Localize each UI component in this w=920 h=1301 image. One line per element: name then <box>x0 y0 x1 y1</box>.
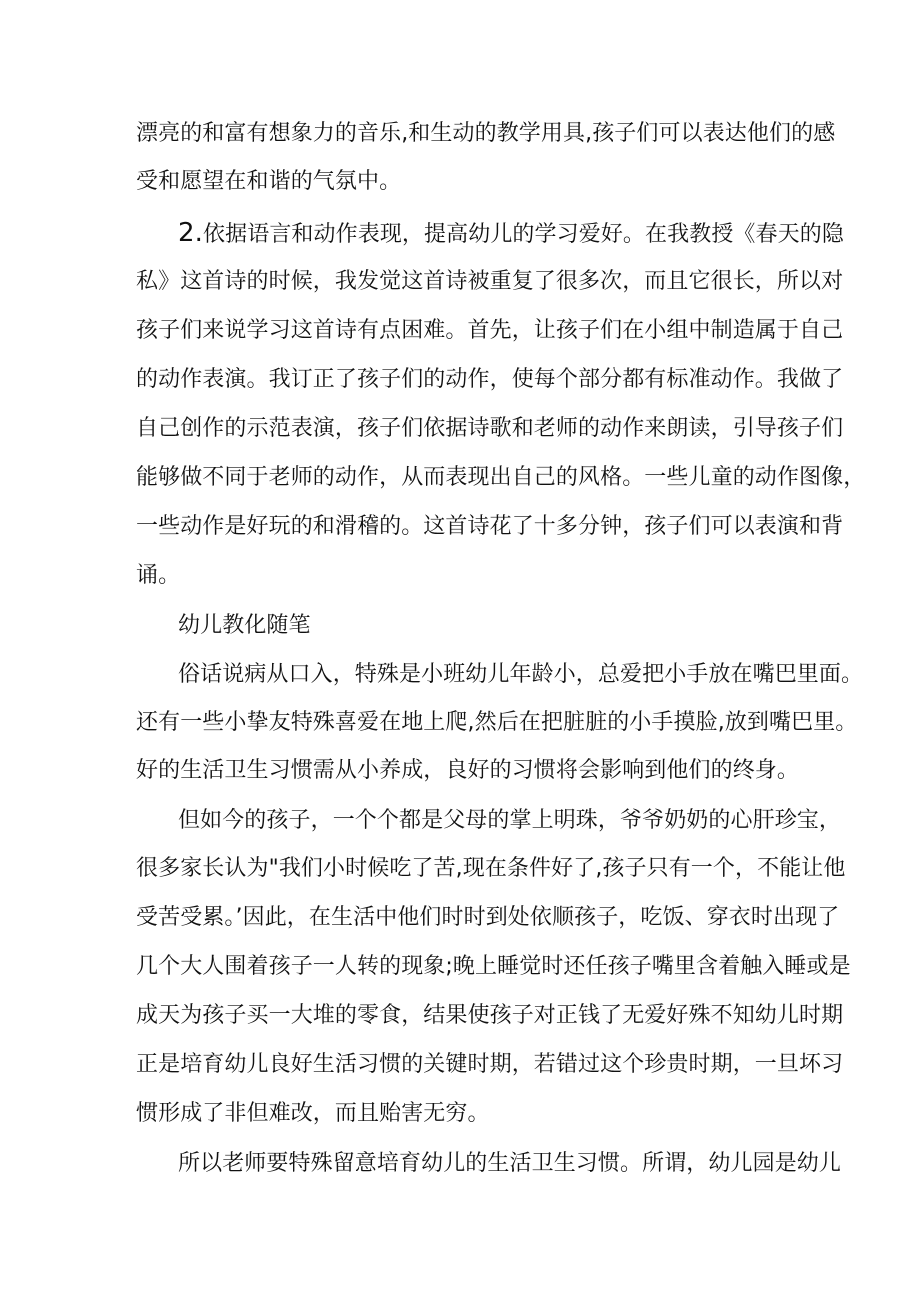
text-line: 但如今的孩子，一个个都是父母的掌上明珠，爷爷奶奶的心肝珍宝， <box>178 808 842 833</box>
text-line: 成天为孩子买一大堆的零食，结果使孩子对正钱了无爱好殊不知幼儿时期 <box>136 1003 844 1028</box>
text-line: 能够做不同于老师的动作，从而表现出自己的风格。一些儿童的动作图像， <box>136 465 866 490</box>
text-line: 依据语言和动作表现，提高幼儿的学习爱好。在我教授《春天的隐 <box>203 222 844 247</box>
text-line: 很多家长认为"我们小时候吃了苦,现在条件好了,孩子只有一个，不能让他 <box>136 856 846 881</box>
text-line: 几个大人围着孩子一人转的现象;晚上睡觉时还任孩子嘴里含着触入睡或是 <box>136 954 851 979</box>
text-line: 还有一些小挚友特殊喜爱在地上爬,然后在把脏脏的小手摸脸,放到嘴巴里。 <box>136 710 858 735</box>
section-number: 2. <box>178 218 204 248</box>
text-line: 所以老师要特殊留意培育幼儿的生活卫生习惯。所谓，幼儿园是幼儿 <box>178 1151 842 1176</box>
text-line: 好的生活卫生习惯需从小养成，良好的习惯将会影响到他们的终身。 <box>136 758 800 783</box>
text-line: 孩子们来说学习这首诗有点困难。首先，让孩子们在小组中制造属于自己 <box>136 318 844 343</box>
text-line: 俗话说病从口入，特殊是小班幼儿年龄小，总爱把小手放在嘴巴里面。 <box>178 662 864 687</box>
text-line: 私》这首诗的时候，我发觉这首诗被重复了很多次，而且它很长，所以对 <box>136 269 844 294</box>
text-line: 一些动作是好玩的和滑稽的。这首诗花了十多分钟，孩子们可以表演和背 <box>136 514 844 539</box>
text-line: 正是培育幼儿良好生活习惯的关键时期，若错过这个珍贵时期，一旦坏习 <box>136 1052 844 1077</box>
text-line: 惯形成了非但难改，而且贻害无穷。 <box>136 1101 490 1126</box>
text-line: 的动作表演。我订正了孩子们的动作，使每个部分都有标准动作。我做了 <box>136 367 844 392</box>
section-heading: 幼儿教化随笔 <box>178 613 311 638</box>
text-line: 诵。 <box>136 563 181 588</box>
numbered-paragraph-line <box>178 213 920 253</box>
text-line: 受苦受累。’因此，在生活中他们时时到处依顺孩子，吃饭、穿衣时出现了 <box>136 905 840 930</box>
text-line: 自己创作的示范表演，孩子们依据诗歌和老师的动作来朗读，引导孩子们 <box>136 416 844 441</box>
text-line: 漂亮的和富有想象力的音乐,和生动的教学用具,孩子们可以表达他们的感 <box>136 121 836 146</box>
text-line: 受和愿望在和谐的气氛中。 <box>136 169 402 194</box>
